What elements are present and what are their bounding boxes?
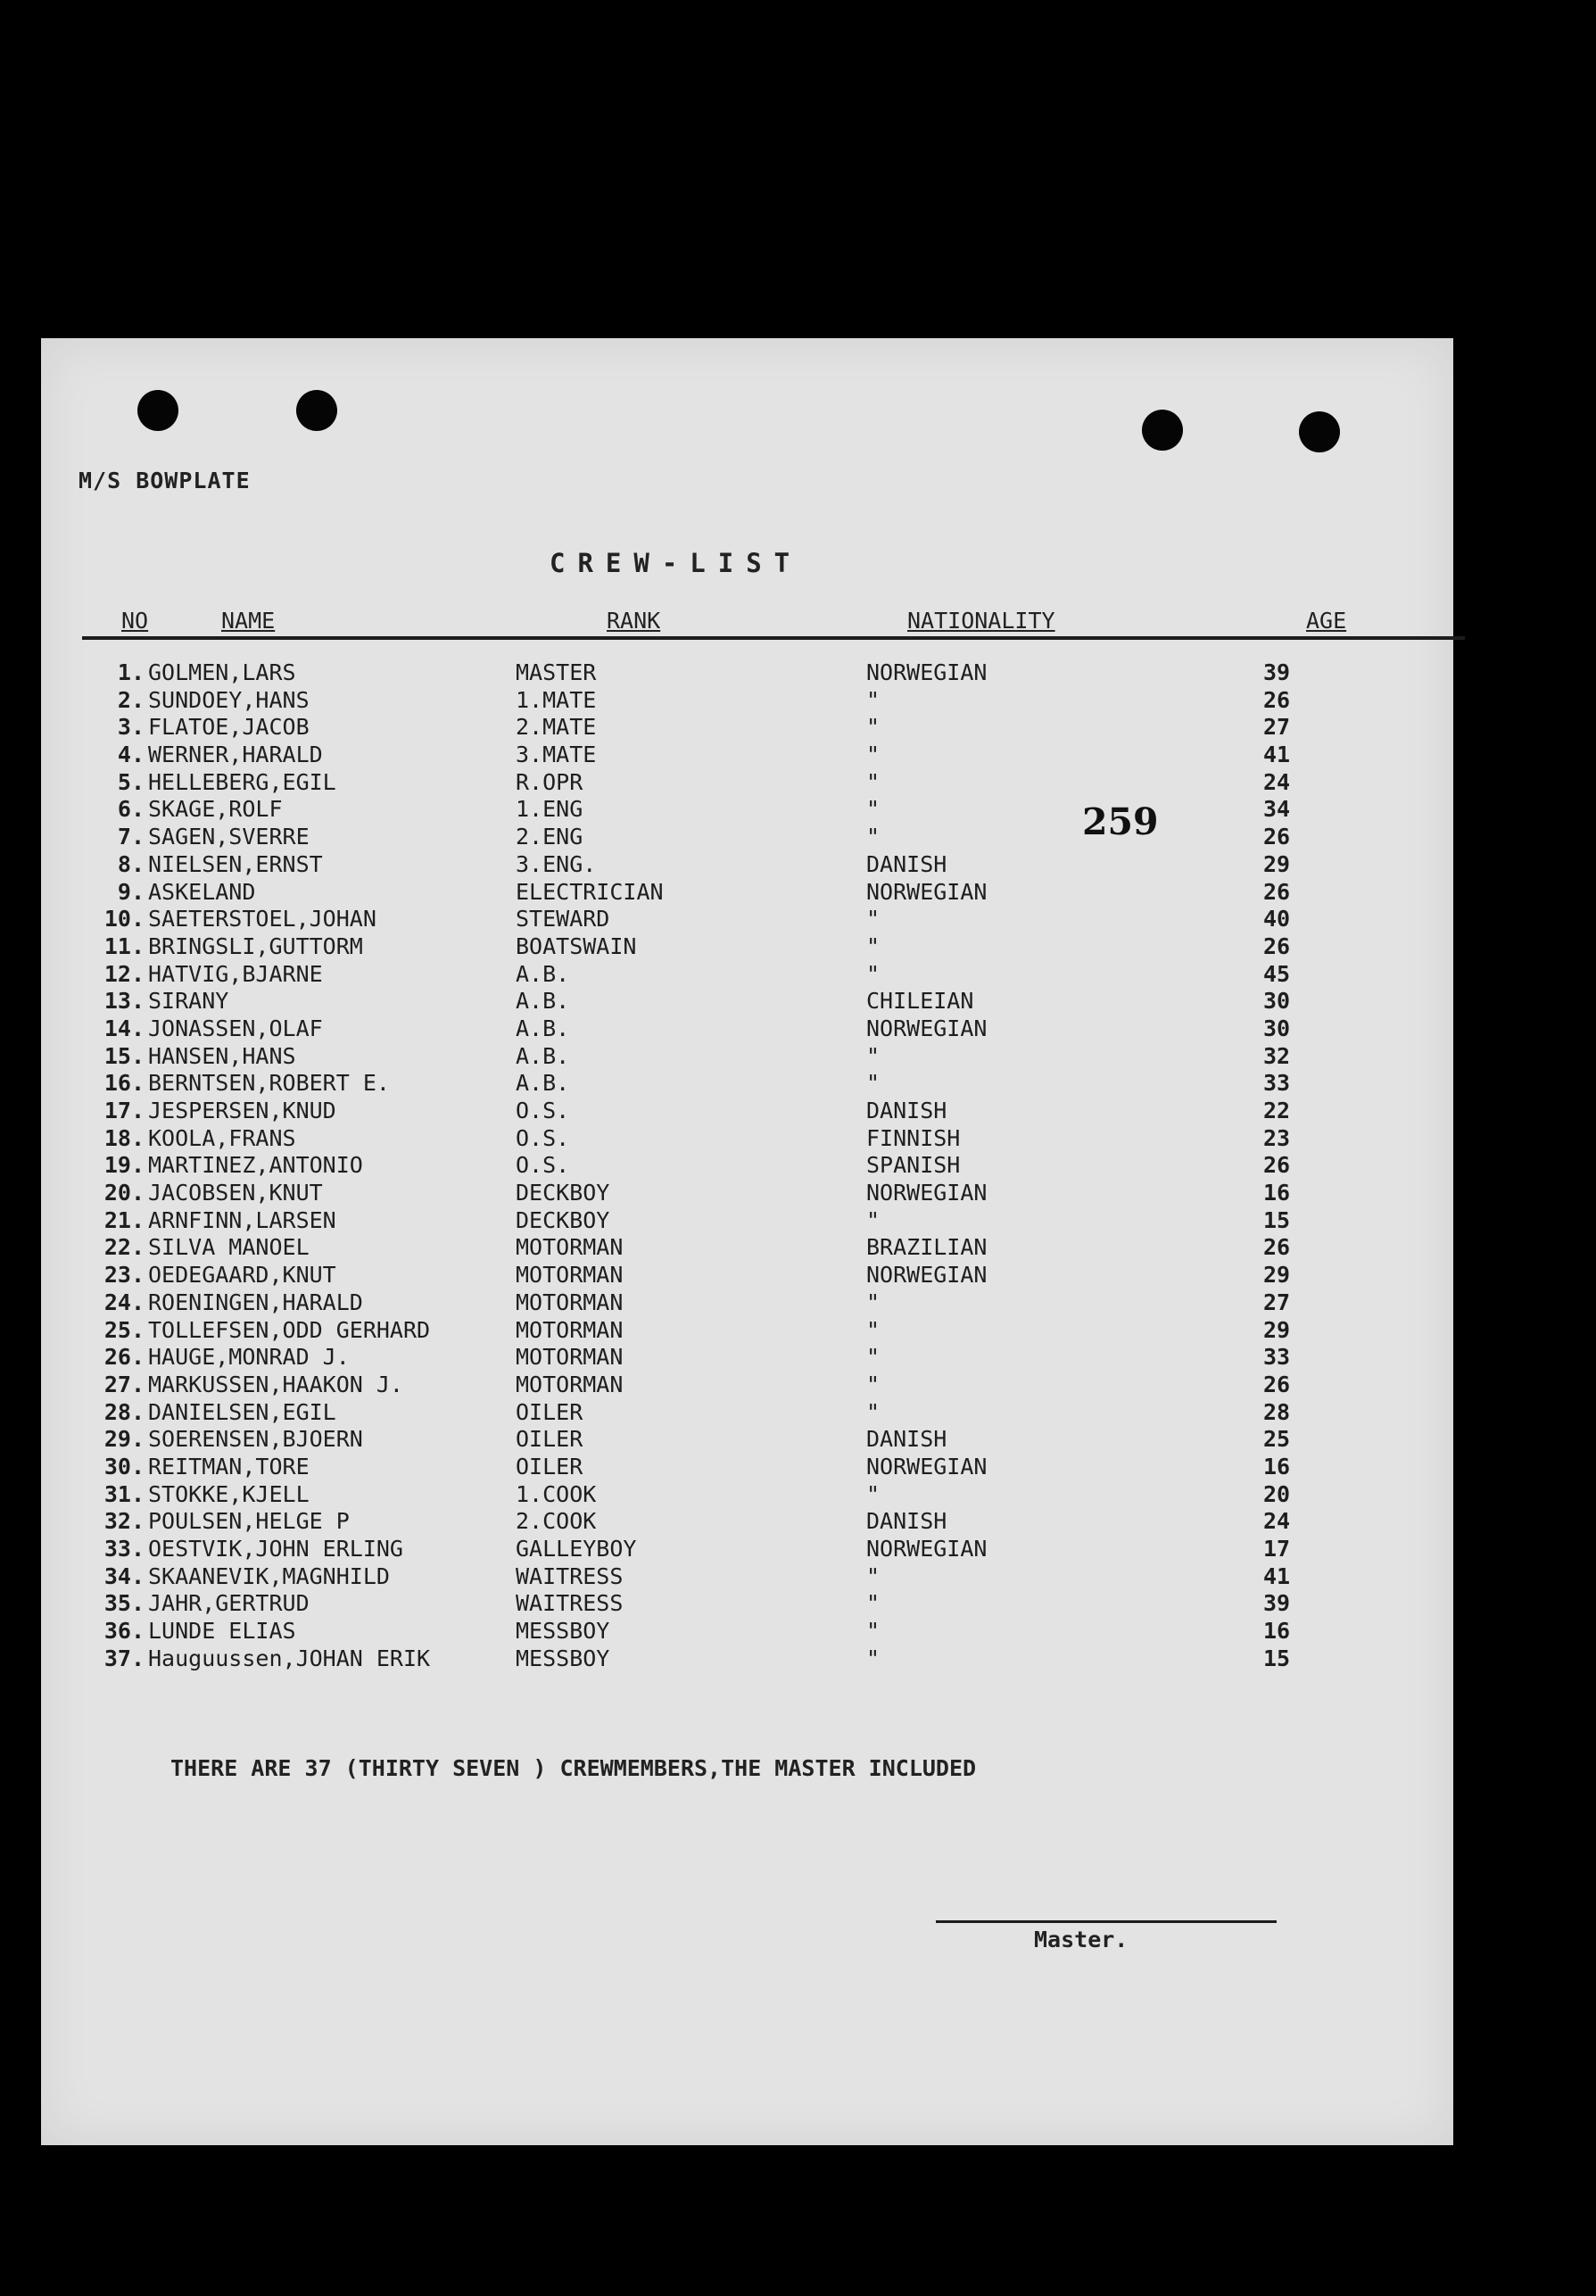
crew-nationality: "	[866, 1316, 881, 1343]
crew-rank: 3.MATE	[516, 742, 597, 768]
crew-age: 27	[1263, 714, 1291, 741]
crew-table	[41, 659, 1453, 1672]
table-row	[41, 714, 1453, 742]
crew-name: SKAGE,ROLF	[148, 796, 283, 823]
crew-age: 33	[1263, 1070, 1291, 1097]
table-row	[41, 1454, 1453, 1481]
crew-name: SAGEN,SVERRE	[148, 824, 310, 850]
table-row	[41, 1289, 1453, 1317]
crew-rank: R.OPR	[516, 768, 583, 795]
table-row	[41, 1372, 1453, 1399]
crew-name: BRINGSLI,GUTTORM	[148, 932, 363, 959]
crew-age: 24	[1263, 1508, 1291, 1535]
table-row	[41, 1180, 1453, 1207]
crew-nationality: NORWEGIAN	[866, 1180, 988, 1206]
crew-rank: BOATSWAIN	[516, 932, 637, 959]
crew-age: 30	[1263, 988, 1291, 1015]
crew-age: 26	[1263, 878, 1291, 905]
table-row	[41, 1426, 1453, 1454]
crew-name: SKAANEVIK,MAGNHILD	[148, 1562, 390, 1589]
crew-rank: MESSBOY	[516, 1618, 610, 1645]
crew-nationality: "	[866, 714, 881, 741]
crew-name: NIELSEN,ERNST	[148, 850, 323, 877]
crew-nationality: "	[866, 1206, 881, 1233]
crew-nationality: "	[866, 768, 881, 795]
punch-hole	[296, 390, 337, 431]
crew-no: 37.	[103, 1645, 145, 1671]
crew-rank: O.S.	[516, 1152, 570, 1179]
crew-age: 40	[1263, 906, 1291, 932]
document-page	[41, 338, 1453, 2145]
crew-nationality: NORWEGIAN	[866, 1015, 988, 1041]
crew-no: 33.	[103, 1536, 145, 1562]
crew-age: 20	[1263, 1480, 1291, 1507]
crew-nationality: "	[866, 1344, 881, 1371]
crew-name: LUNDE ELIAS	[148, 1618, 296, 1645]
crew-name: BERNTSEN,ROBERT E.	[148, 1070, 390, 1097]
crew-no: 34.	[103, 1562, 145, 1589]
crew-name: HELLEBERG,EGIL	[148, 768, 336, 795]
crew-nationality: NORWEGIAN	[866, 659, 988, 685]
crew-rank: 1.MATE	[516, 686, 597, 713]
crew-rank: A.B.	[516, 988, 570, 1015]
crew-no: 13.	[103, 988, 145, 1015]
crew-name: DANIELSEN,EGIL	[148, 1398, 336, 1425]
crew-no: 21.	[103, 1206, 145, 1233]
crew-nationality: DANISH	[866, 1426, 947, 1453]
crew-age: 32	[1263, 1042, 1291, 1069]
crew-nationality: "	[866, 1590, 881, 1617]
table-row	[41, 1590, 1453, 1618]
crew-no: 18.	[103, 1124, 145, 1151]
crew-rank: WAITRESS	[516, 1590, 624, 1617]
crew-age: 41	[1263, 742, 1291, 768]
table-row	[41, 961, 1453, 989]
crew-rank: MOTORMAN	[516, 1371, 624, 1397]
signature-label: Master.	[1034, 1927, 1129, 1952]
crew-nationality: "	[866, 742, 881, 768]
crew-no: 6.	[117, 796, 145, 823]
crew-age: 29	[1263, 1262, 1291, 1289]
crew-name: SILVA MANOEL	[148, 1234, 310, 1261]
crew-rank: A.B.	[516, 1042, 570, 1069]
table-row	[41, 1125, 1453, 1153]
crew-no: 36.	[103, 1618, 145, 1645]
crew-rank: STEWARD	[516, 906, 610, 932]
table-row	[41, 1262, 1453, 1289]
crew-rank: A.B.	[516, 960, 570, 987]
table-row	[41, 659, 1453, 687]
header-rank: RANK	[607, 608, 661, 634]
crew-name: JAHR,GERTRUD	[148, 1590, 310, 1617]
header-nationality: NATIONALITY	[907, 608, 1055, 634]
crew-name: SOERENSEN,BJOERN	[148, 1426, 363, 1453]
table-row	[41, 988, 1453, 1015]
crew-no: 29.	[103, 1426, 145, 1453]
crew-no: 2.	[117, 686, 145, 713]
crew-rank: O.S.	[516, 1098, 570, 1123]
crew-rank: OILER	[516, 1453, 583, 1480]
crew-rank: MOTORMAN	[516, 1234, 624, 1261]
crew-nationality: NORWEGIAN	[866, 878, 988, 905]
crew-name: OEDEGAARD,KNUT	[148, 1262, 336, 1289]
crew-rank: DECKBOY	[516, 1206, 610, 1233]
crew-nationality: "	[866, 1371, 881, 1397]
table-row	[41, 1481, 1453, 1509]
crew-rank: OILER	[516, 1398, 583, 1425]
crew-age: 17	[1263, 1536, 1291, 1562]
crew-no: 26.	[103, 1344, 145, 1371]
table-row	[41, 1015, 1453, 1043]
crew-no: 30.	[103, 1453, 145, 1480]
crew-nationality: "	[866, 1070, 881, 1097]
crew-rank: ELECTRICIAN	[516, 878, 664, 905]
crew-name: MARKUSSEN,HAAKON J.	[148, 1371, 403, 1397]
crew-no: 10.	[103, 906, 145, 932]
crew-nationality: DANISH	[866, 850, 947, 877]
crew-nationality: "	[866, 1289, 881, 1315]
crew-rank: 3.ENG.	[516, 850, 597, 877]
table-row	[41, 1070, 1453, 1098]
table-row	[41, 879, 1453, 907]
table-row	[41, 1234, 1453, 1262]
crew-nationality: "	[866, 686, 881, 713]
crew-rank: DECKBOY	[516, 1180, 610, 1206]
crew-name: JONASSEN,OLAF	[148, 1015, 323, 1041]
crew-rank: GALLEYBOY	[516, 1536, 637, 1562]
table-row	[41, 1344, 1453, 1372]
crew-age: 24	[1263, 768, 1291, 795]
crew-rank: A.B.	[516, 1015, 570, 1041]
crew-age: 30	[1263, 1015, 1291, 1041]
crew-name: Hauguussen,JOHAN ERIK	[148, 1645, 431, 1671]
crew-name: SAETERSTOEL,JOHAN	[148, 906, 376, 932]
crew-rank: OILER	[516, 1426, 583, 1453]
table-row	[41, 1618, 1453, 1645]
crew-nationality: NORWEGIAN	[866, 1453, 988, 1480]
crew-age: 29	[1263, 1316, 1291, 1343]
crew-rank: 1.COOK	[516, 1480, 597, 1507]
crew-rank: MOTORMAN	[516, 1344, 624, 1371]
page-stamp-number: 259	[1082, 800, 1159, 843]
crew-age: 26	[1263, 686, 1291, 713]
crew-nationality: "	[866, 824, 881, 850]
crew-rank: WAITRESS	[516, 1562, 624, 1589]
crew-age: 26	[1263, 932, 1291, 959]
document-title: CREW-LIST	[550, 548, 803, 578]
crew-name: KOOLA,FRANS	[148, 1124, 296, 1151]
crew-name: OESTVIK,JOHN ERLING	[148, 1536, 403, 1562]
crew-name: JACOBSEN,KNUT	[148, 1180, 323, 1206]
crew-no: 23.	[103, 1262, 145, 1289]
table-row	[41, 1399, 1453, 1427]
crew-no: 24.	[103, 1289, 145, 1315]
crew-nationality: "	[866, 960, 881, 987]
crew-age: 29	[1263, 850, 1291, 877]
table-row	[41, 1317, 1453, 1345]
table-row	[41, 1536, 1453, 1563]
crew-age: 39	[1263, 1590, 1291, 1617]
crew-no: 9.	[117, 878, 145, 905]
crew-name: JESPERSEN,KNUD	[148, 1098, 336, 1123]
crew-nationality: "	[866, 906, 881, 932]
crew-nationality: "	[866, 1645, 881, 1671]
table-row	[41, 1645, 1453, 1673]
crew-no: 3.	[117, 714, 145, 741]
crew-age: 27	[1263, 1289, 1291, 1315]
crew-age: 41	[1263, 1562, 1291, 1589]
crew-name: TOLLEFSEN,ODD GERHARD	[148, 1316, 431, 1343]
table-row	[41, 1152, 1453, 1180]
crew-rank: MOTORMAN	[516, 1289, 624, 1315]
table-row	[41, 1207, 1453, 1235]
crew-name: MARTINEZ,ANTONIO	[148, 1152, 363, 1179]
crew-name: FLATOE,JACOB	[148, 714, 310, 741]
punch-hole	[137, 390, 178, 431]
crew-name: SIRANY	[148, 988, 229, 1015]
crew-nationality: "	[866, 1562, 881, 1589]
table-header	[82, 604, 1465, 640]
crew-no: 7.	[117, 824, 145, 850]
crew-name: HATVIG,BJARNE	[148, 960, 323, 987]
crew-rank: 2.MATE	[516, 714, 597, 741]
table-row	[41, 906, 1453, 933]
crew-nationality: NORWEGIAN	[866, 1536, 988, 1562]
crew-age: 33	[1263, 1344, 1291, 1371]
table-row	[41, 1508, 1453, 1536]
crew-rank: MOTORMAN	[516, 1262, 624, 1289]
crew-age: 15	[1263, 1206, 1291, 1233]
header-age: AGE	[1306, 608, 1347, 634]
crew-age: 26	[1263, 1152, 1291, 1179]
crew-nationality: "	[866, 1042, 881, 1069]
table-row	[41, 742, 1453, 769]
crew-age: 39	[1263, 659, 1291, 685]
crew-age: 23	[1263, 1124, 1291, 1151]
crew-no: 19.	[103, 1152, 145, 1179]
crew-no: 31.	[103, 1480, 145, 1507]
crew-no: 1.	[117, 659, 145, 685]
crew-no: 27.	[103, 1371, 145, 1397]
crew-age: 16	[1263, 1453, 1291, 1480]
crew-no: 8.	[117, 850, 145, 877]
crew-rank: 1.ENG	[516, 796, 583, 823]
crew-rank: O.S.	[516, 1124, 570, 1151]
crew-no: 11.	[103, 932, 145, 959]
crew-age: 45	[1263, 960, 1291, 987]
table-row	[41, 687, 1453, 715]
crew-nationality: "	[866, 1398, 881, 1425]
header-name: NAME	[221, 608, 276, 634]
crew-nationality: DANISH	[866, 1508, 947, 1535]
crew-no: 20.	[103, 1180, 145, 1206]
crew-summary: THERE ARE 37 (THIRTY SEVEN ) CREWMEMBERS,THE MASTER INCLUDED	[170, 1755, 977, 1781]
crew-no: 35.	[103, 1590, 145, 1617]
crew-name: POULSEN,HELGE P	[148, 1508, 350, 1535]
punch-hole	[1299, 411, 1340, 452]
crew-nationality: CHILEIAN	[866, 988, 974, 1015]
table-row	[41, 933, 1453, 961]
crew-age: 25	[1263, 1426, 1291, 1453]
crew-nationality: BRAZILIAN	[866, 1234, 988, 1261]
crew-no: 12.	[103, 960, 145, 987]
crew-age: 28	[1263, 1398, 1291, 1425]
crew-nationality: "	[866, 796, 881, 823]
crew-name: SUNDOEY,HANS	[148, 686, 310, 713]
crew-nationality: "	[866, 1480, 881, 1507]
crew-nationality: DANISH	[866, 1098, 947, 1123]
crew-no: 15.	[103, 1042, 145, 1069]
crew-no: 16.	[103, 1070, 145, 1097]
crew-no: 28.	[103, 1398, 145, 1425]
crew-age: 26	[1263, 1234, 1291, 1261]
crew-no: 4.	[117, 742, 145, 768]
crew-rank: MASTER	[516, 659, 597, 685]
crew-no: 22.	[103, 1234, 145, 1261]
signature-line	[936, 1920, 1277, 1923]
crew-name: ARNFINN,LARSEN	[148, 1206, 336, 1233]
crew-nationality: "	[866, 932, 881, 959]
crew-name: GOLMEN,LARS	[148, 659, 296, 685]
table-row	[41, 1563, 1453, 1591]
crew-rank: MOTORMAN	[516, 1316, 624, 1343]
crew-rank: 2.ENG	[516, 824, 583, 850]
crew-name: REITMAN,TORE	[148, 1453, 310, 1480]
crew-age: 22	[1263, 1098, 1291, 1123]
crew-name: ROENINGEN,HARALD	[148, 1289, 363, 1315]
table-row	[41, 769, 1453, 797]
crew-rank: A.B.	[516, 1070, 570, 1097]
crew-nationality: "	[866, 1618, 881, 1645]
punch-hole	[1142, 410, 1183, 451]
crew-age: 26	[1263, 1371, 1291, 1397]
crew-name: HAUGE,MONRAD J.	[148, 1344, 350, 1371]
crew-nationality: FINNISH	[866, 1124, 961, 1151]
ship-name: M/S BOWPLATE	[79, 468, 251, 493]
crew-age: 26	[1263, 824, 1291, 850]
table-row	[41, 824, 1453, 851]
crew-no: 32.	[103, 1508, 145, 1535]
table-row	[41, 851, 1453, 879]
crew-name: STOKKE,KJELL	[148, 1480, 310, 1507]
crew-age: 16	[1263, 1618, 1291, 1645]
crew-rank: 2.COOK	[516, 1508, 597, 1535]
header-no: NO	[121, 608, 149, 634]
table-row	[41, 796, 1453, 824]
crew-rank: MESSBOY	[516, 1645, 610, 1671]
crew-age: 15	[1263, 1645, 1291, 1671]
table-row	[41, 1098, 1453, 1125]
crew-nationality: NORWEGIAN	[866, 1262, 988, 1289]
crew-no: 5.	[117, 768, 145, 795]
crew-age: 16	[1263, 1180, 1291, 1206]
crew-no: 25.	[103, 1316, 145, 1343]
crew-nationality: SPANISH	[866, 1152, 961, 1179]
crew-no: 14.	[103, 1015, 145, 1041]
crew-age: 34	[1263, 796, 1291, 823]
crew-name: WERNER,HARALD	[148, 742, 323, 768]
crew-name: HANSEN,HANS	[148, 1042, 296, 1069]
table-row	[41, 1043, 1453, 1071]
crew-name: ASKELAND	[148, 878, 256, 905]
crew-no: 17.	[103, 1098, 145, 1123]
